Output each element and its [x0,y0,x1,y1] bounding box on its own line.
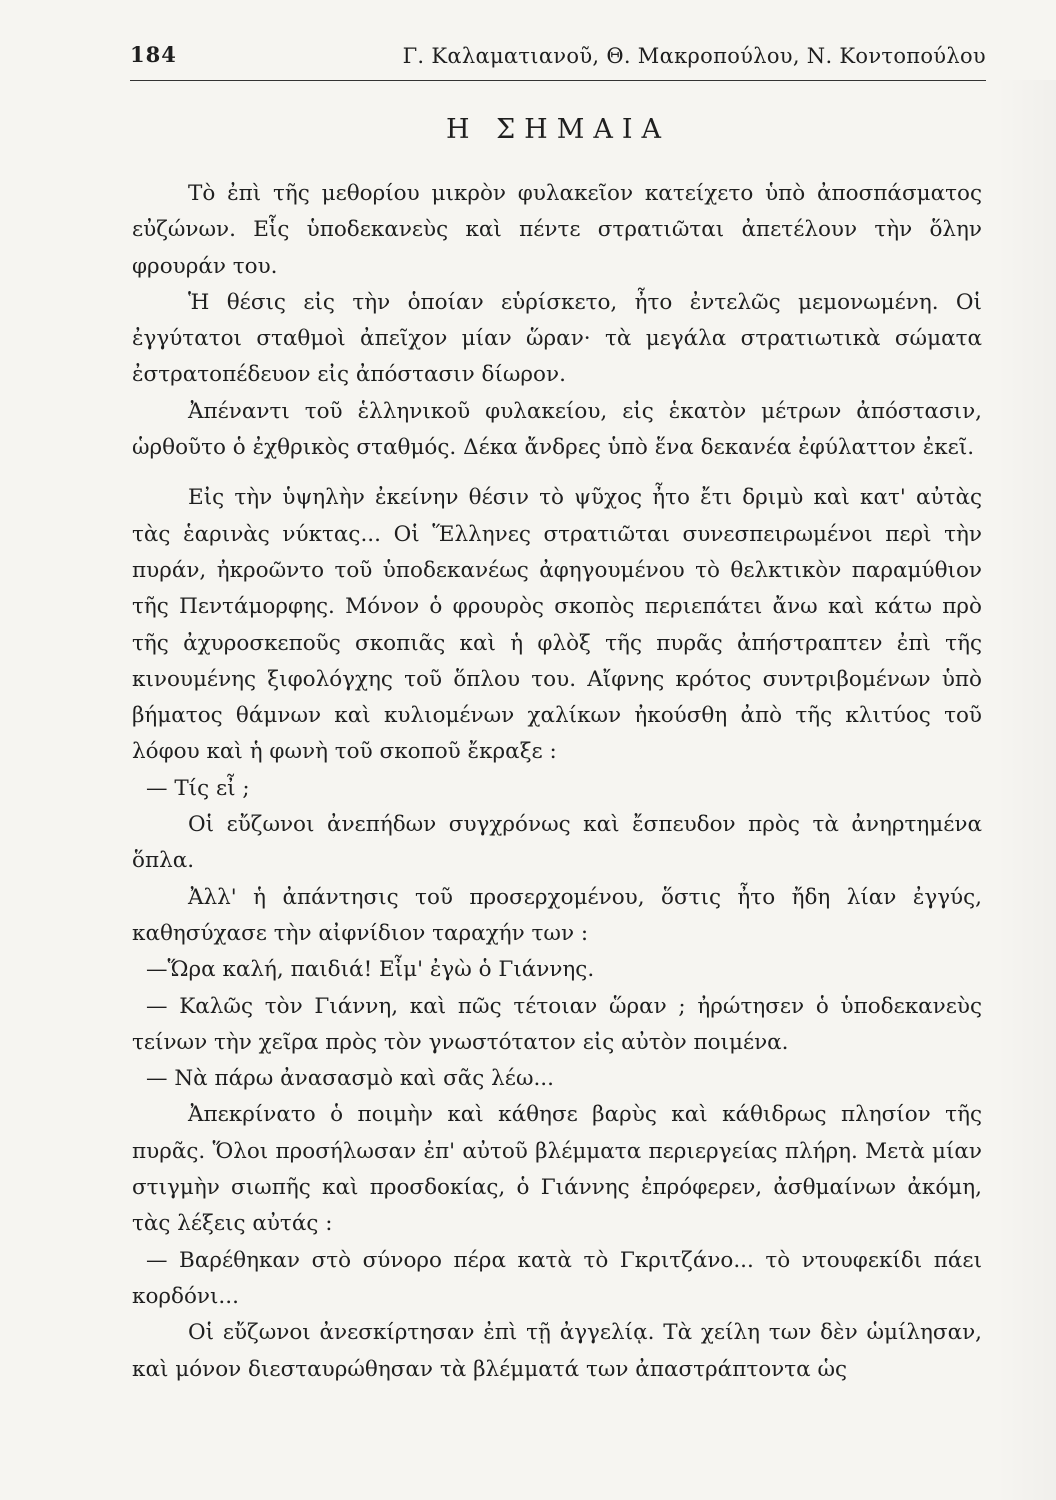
dialog-line: —Ὥρα καλή, παιδιά! Εἶμ' ἐγὼ ὁ Γιάννης. [146,957,595,983]
page-gutter-shadow [996,80,1056,1500]
dialog-line: — Τίς εἶ ; [146,775,250,801]
paragraph: Ἀλλ' ἡ ἀπάντησις τοῦ προσερχομένου, ὅστις ἦτο ἤδη λίαν ἐγγύς, καθησύχασε τὴν αἰφνίδιον ταραχήν των : [132,884,982,946]
paragraph: Εἰς τὴν ὑψηλὴν ἐκείνην θέσιν τὸ ψῦχος ἦτο ἔτι δριμὺ καὶ κατ' αὐτὰς τὰς ἑαρινὰς νύκτας... Οἱ Ἕλληνες στρατιῶται συνεσπειρωμένοι περὶ τὴν πυράν, ἠκροῶντο τοῦ ὑποδεκανέως ἀφηγουμένου τὸ θελκτικὸν παραμύθιον τῆς Πεντάμορφης. Μόνον ὁ φρουρὸς σκοπὸς περιεπάτει ἄνω καὶ κάτω πρὸ τῆς ἀχυροσκεποῦς σκοπιᾶς καὶ ἡ φλὸξ τῆς πυρᾶς ἀπήστραπτεν ἐπὶ τῆς κινουμένης ξιφολόγχης τοῦ ὅπλου του. Αἴφνης κρότος συντριβομένων ὑπὸ βήματος θάμνων καὶ κυλιομένων χαλίκων ἠκούσθη ἀπὸ τῆς κλιτύος τοῦ λόφου καὶ ἡ φωνὴ τοῦ σκοποῦ ἔκραξε : [132,485,982,765]
page-header [130,40,986,81]
chapter-title: Η ΣΗΜΑΙΑ [445,114,671,145]
running-head-authors: Γ. Καλαματιανοῦ, Θ. Μακροπούλου, Ν. Κοντοπούλου [402,44,986,68]
page-number: 184 [130,42,177,67]
paragraph: Οἱ εὔζωνοι ἀνεπήδων συγχρόνως καὶ ἔσπευδον πρὸς τὰ ἀνηρτημένα ὅπλα. [132,812,982,874]
paragraph: Ἀπέναντι τοῦ ἑλληνικοῦ φυλακείου, εἰς ἑκατὸν μέτρων ἀπόστασιν, ὡρθοῦτο ὁ ἐχθρικὸς σταθμός. Δέκα ἄνδρες ὑπὸ ἕνα δεκανέα ἐφύλαττον ἐκεῖ. [132,398,982,461]
paragraph: Οἱ εὔζωνοι ἀνεσκίρτησαν ἐπὶ τῇ ἀγγελίᾳ. Τὰ χείλη των δὲν ὡμίλησαν, καὶ μόνον διεσταυρώθησαν τὰ βλέμματά των ἀπαστράπτοντα ὡς [132,1320,982,1382]
paragraph: Ἀπεκρίνατο ὁ ποιμὴν καὶ κάθησε βαρὺς καὶ κάθιδρως πλησίον τῆς πυρᾶς. Ὅλοι προσήλωσαν ἐπ' αὐτοῦ βλέμματα περιεργείας πλήρη. Μετὰ μίαν στιγμὴν σιωπῆς καὶ προσδοκίας, ὁ Γιάννης ἐπρόφερεν, ἀσθμαίνων ἀκόμη, τὰς λέξεις αὐτάς : [132,1102,982,1237]
paragraph: Τὸ ἐπὶ τῆς μεθορίου μικρὸν φυλακεῖον κατείχετο ὑπὸ ἀποσπάσματος εὐζώνων. Εἷς ὑποδεκανεὺς καὶ πέντε στρατιῶται ἀπετέλουν τὴν ὅλην φρουράν του. [132,181,982,279]
paragraph: Ἡ θέσις εἰς τὴν ὁποίαν εὑρίσκετο, ἦτο ἐντελῶς μεμονωμένη. Οἱ ἐγγύτατοι σταθμοὶ ἀπεῖχον μίαν ὥραν· τὰ μεγάλα στρατιωτικὰ σώματα ἐστρατοπέδευον εἰς ἀπόστασιν δίωρον. [132,289,982,388]
dialog-line: — Νὰ πάρω ἀνασασμὸ καὶ σᾶς λέω... [146,1066,554,1092]
body-text [132,176,982,1388]
dialog-line: — Καλῶς τὸν Γιάννη, καὶ πῶς τέτοιαν ὥραν ; ἠρώτησεν ὁ ὑποδεκανεὺς τείνων τὴν χεῖρα πρὸς τὸν γνωστότατον εἰς αὐτὸν ποιμένα. [132,993,982,1055]
dialog-line: — Βαρέθηκαν στὸ σύνορο πέρα κατὰ τὸ Γκριτζάνο... τὸ ντουφεκίδι πάει κορδόνι... [132,1247,982,1309]
